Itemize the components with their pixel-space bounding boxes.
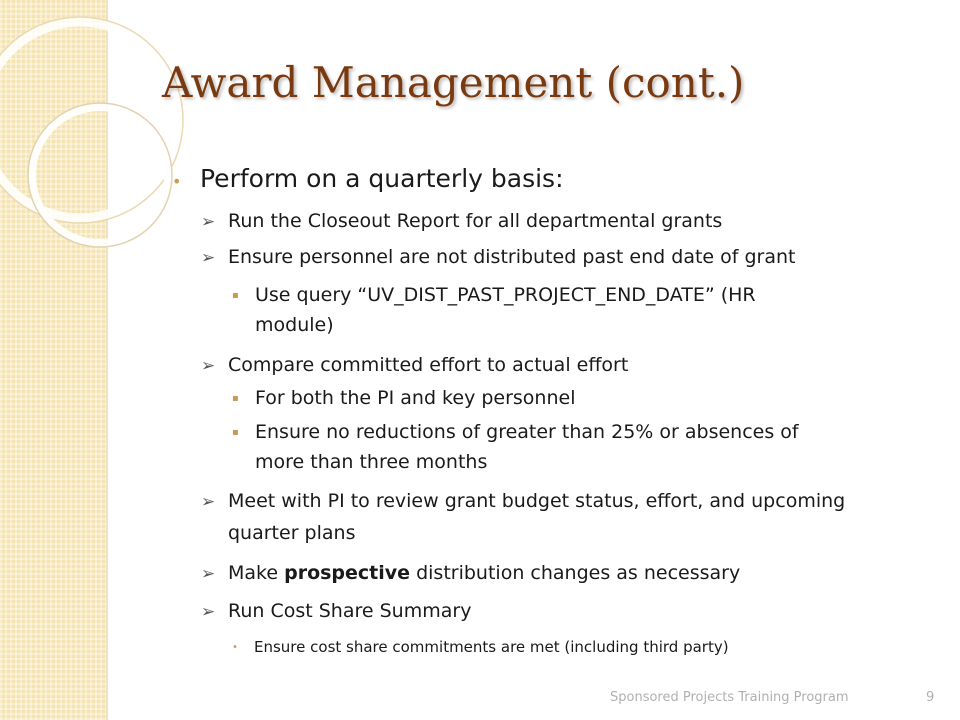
slide-title: Award Management (cont.) — [162, 58, 745, 107]
arrow-bullet-icon: ➢ — [201, 492, 216, 512]
arrow-bullet-icon: ➢ — [201, 356, 216, 376]
item-reductions-line1: Ensure no reductions of greater than 25% or absences of — [255, 421, 799, 443]
make-pre-text: Make — [228, 562, 285, 584]
item-query-line2: module) — [255, 314, 334, 336]
bullet-dot-icon: • — [172, 172, 182, 191]
item-reductions-line2: more than three months — [255, 451, 488, 473]
square-bullet-icon: ▪ — [232, 393, 239, 404]
item-pi-key: For both the PI and key personnel — [255, 387, 576, 409]
arrow-bullet-icon: ➢ — [201, 212, 216, 232]
main-bullet: Perform on a quarterly basis: — [200, 164, 564, 193]
item-query-line1: Use query “UV_DIST_PAST_PROJECT_END_DATE” (HR — [255, 284, 756, 306]
item-meet-line1: Meet with PI to review grant budget status, effort, and upcoming — [228, 490, 846, 512]
page-number: 9 — [926, 690, 935, 705]
small-bullet-icon: • — [232, 642, 238, 653]
square-bullet-icon: ▪ — [232, 427, 239, 438]
item-ensure-personnel: Ensure personnel are not distributed past end date of grant — [228, 246, 796, 268]
arrow-bullet-icon: ➢ — [201, 564, 216, 584]
item-cost-share: Run Cost Share Summary — [228, 600, 472, 622]
arrow-bullet-icon: ➢ — [201, 248, 216, 268]
make-post-text: distribution changes as necessary — [410, 562, 741, 584]
item-meet-line2: quarter plans — [228, 522, 356, 544]
item-closeout: Run the Closeout Report for all departmental grants — [228, 210, 723, 232]
item-cost-share-sub: Ensure cost share commitments are met (including third party) — [254, 638, 729, 656]
item-make-prospective — [228, 562, 740, 584]
make-bold-text: prospective — [284, 562, 411, 584]
square-bullet-icon: ▪ — [232, 290, 239, 301]
footer-text: Sponsored Projects Training Program — [610, 690, 849, 705]
arrow-bullet-icon: ➢ — [201, 602, 216, 622]
item-compare: Compare committed effort to actual effort — [228, 354, 629, 376]
decorative-left-band — [0, 0, 108, 720]
band-edge-line — [106, 0, 108, 720]
